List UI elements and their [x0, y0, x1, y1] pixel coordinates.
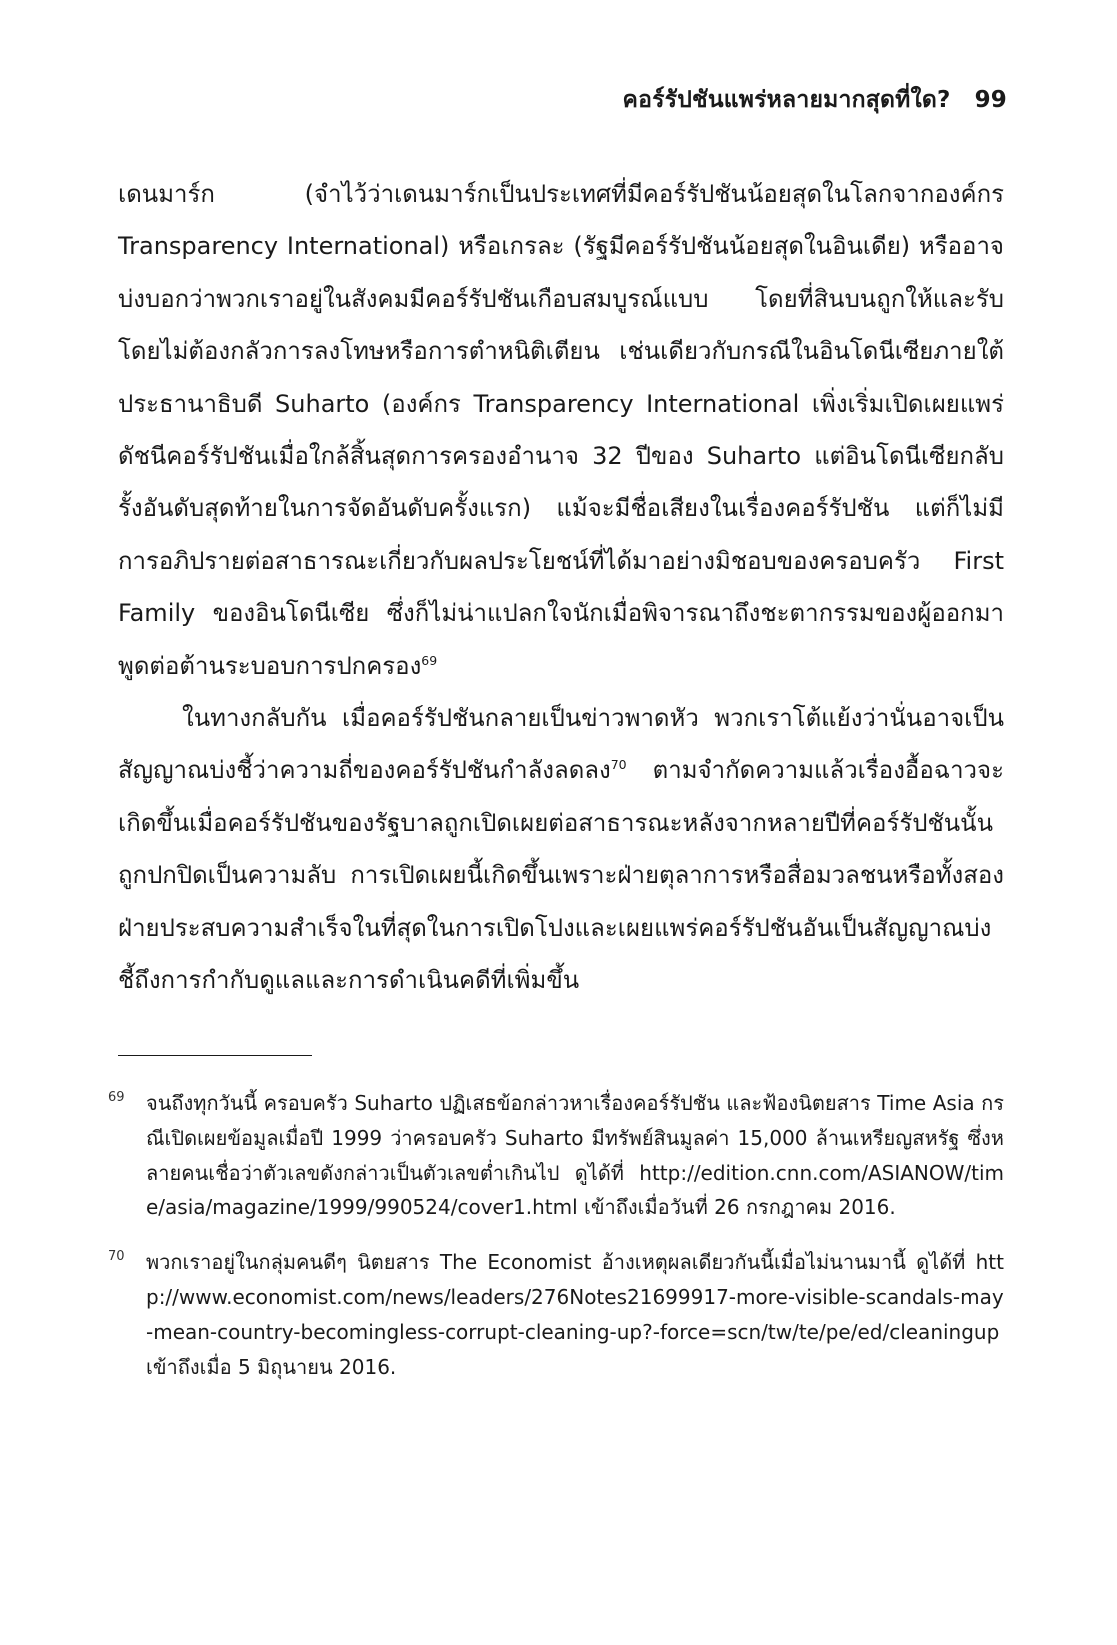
paragraph-2	[118, 692, 1004, 1006]
footnote-ref[interactable]: 70	[610, 757, 627, 773]
footnote-ref[interactable]: 69	[421, 652, 438, 668]
page-number: 99	[974, 87, 1007, 113]
paragraph-text: ตามจำกัดความแล้วเรื่องอื้อฉาวจะเกิดขึ้นเมื่อคอร์รัปชันของรัฐบาลถูกเปิดเผยต่อสาธารณะหลังจากหลายปีที่คอร์รัปชันนั้นถูกปกปิดเป็นความลับ การเปิดเผยนี้เกิดขึ้นเพราะฝ่ายตุลาการหรือสื่อมวลชนหรือทั้งสองฝ่ายประสบความสำเร็จในที่สุดในการเปิดโปงและเผยแพร่คอร์รัปชันอันเป็นสัญญาณบ่งชี้ถึงการกำกับดูแลและการดำเนินคดีที่เพิ่มขึ้น	[118, 756, 1004, 995]
chapter-title: คอร์รัปชันแพร่หลายมากสุดที่ใด?	[622, 87, 951, 113]
footnote-70	[108, 1245, 1004, 1384]
footnote-number: 70	[108, 1249, 125, 1265]
footnote-text: พวกเราอยู่ในกลุ่มคนดีๆ นิตยสาร The Economist อ้างเหตุผลเดียวกันนี้เมื่อไม่นานมานี้ ดูได้ที่ http://www.economist.com/news/leaders/276Notes21699917-more-visible-scandals-may-mean-country-becomingless-corrupt-cleaning-up?-force=scn/tw/te/pe/ed/cleaningup เข้าถึงเมื่อ 5 มิถุนายน 2016.	[146, 1250, 1004, 1379]
footnotes	[108, 1086, 1004, 1404]
footnote-divider	[118, 1055, 312, 1056]
body-text	[118, 168, 1004, 1007]
paragraph-text: ในทางกลับกัน เมื่อคอร์รัปชันกลายเป็นข่าวพาดหัว พวกเราโต้แย้งว่านั่นอาจเป็นสัญญาณบ่งชี้ว่าความถี่ของคอร์รัปชันกำลังลดลง	[118, 704, 1004, 785]
footnote-text: จนถึงทุกวันนี้ ครอบครัว Suharto ปฏิเสธข้อกล่าวหาเรื่องคอร์รัปชัน และฟ้องนิตยสาร Time Asia กรณีเปิดเผยข้อมูลเมื่อปี 1999 ว่าครอบครัว Suharto มีทรัพย์สินมูลค่า 15,000 ล้านเหรียญสหรัฐ ซึ่งหลายคนเชื่อว่าตัวเลขดังกล่าวเป็นตัวเลขต่ำเกินไป ดูได้ที่ http://edition.cnn.com/ASIANOW/time/asia/magazine/1999/990524/cover1.html เข้าถึงเมื่อวันที่ 26 กรกฎาคม 2016.	[146, 1091, 1004, 1220]
paragraph-text: เดนมาร์ก (จำไว้ว่าเดนมาร์กเป็นประเทศที่มีคอร์รัปชันน้อยสุดในโลกจากองค์กร Transparency International) หรือเกรละ (รัฐมีคอร์รัปชันน้อยสุดในอินเดีย) หรืออาจบ่งบอกว่าพวกเราอยู่ในสังคมมีคอร์รัปชันเกือบสมบูรณ์แบบ โดยที่สินบนถูกให้และรับโดยไม่ต้องกลัวการลงโทษหรือการตำหนิติเตียน เช่นเดียวกับกรณีในอินโดนีเซียภายใต้ประธานาธิบดี Suharto (องค์กร Transparency International เพิ่งเริ่มเปิดเผยแพร่ดัชนีคอร์รัปชันเมื่อใกล้สิ้นสุดการครองอำนาจ 32 ปีของ Suharto แต่อินโดนีเซียกลับรั้งอันดับสุดท้ายในการจัดอันดับครั้งแรก) แม้จะมีชื่อเสียงในเรื่องคอร์รัปชัน แต่ก็ไม่มีการอภิปรายต่อสาธารณะเกี่ยวกับผลประโยชน์ที่ได้มาอย่างมิชอบของครอบครัว First Family ของอินโดนีเซีย ซึ่งก็ไม่น่าแปลกใจนักเมื่อพิจารณาถึงชะตากรรมของผู้ออกมาพูดต่อต้านระบอบการปกครอง	[118, 180, 1004, 680]
footnote-number: 69	[108, 1090, 125, 1105]
paragraph-1	[118, 168, 1004, 692]
footnote-69	[108, 1086, 1004, 1225]
running-header	[623, 82, 1008, 118]
